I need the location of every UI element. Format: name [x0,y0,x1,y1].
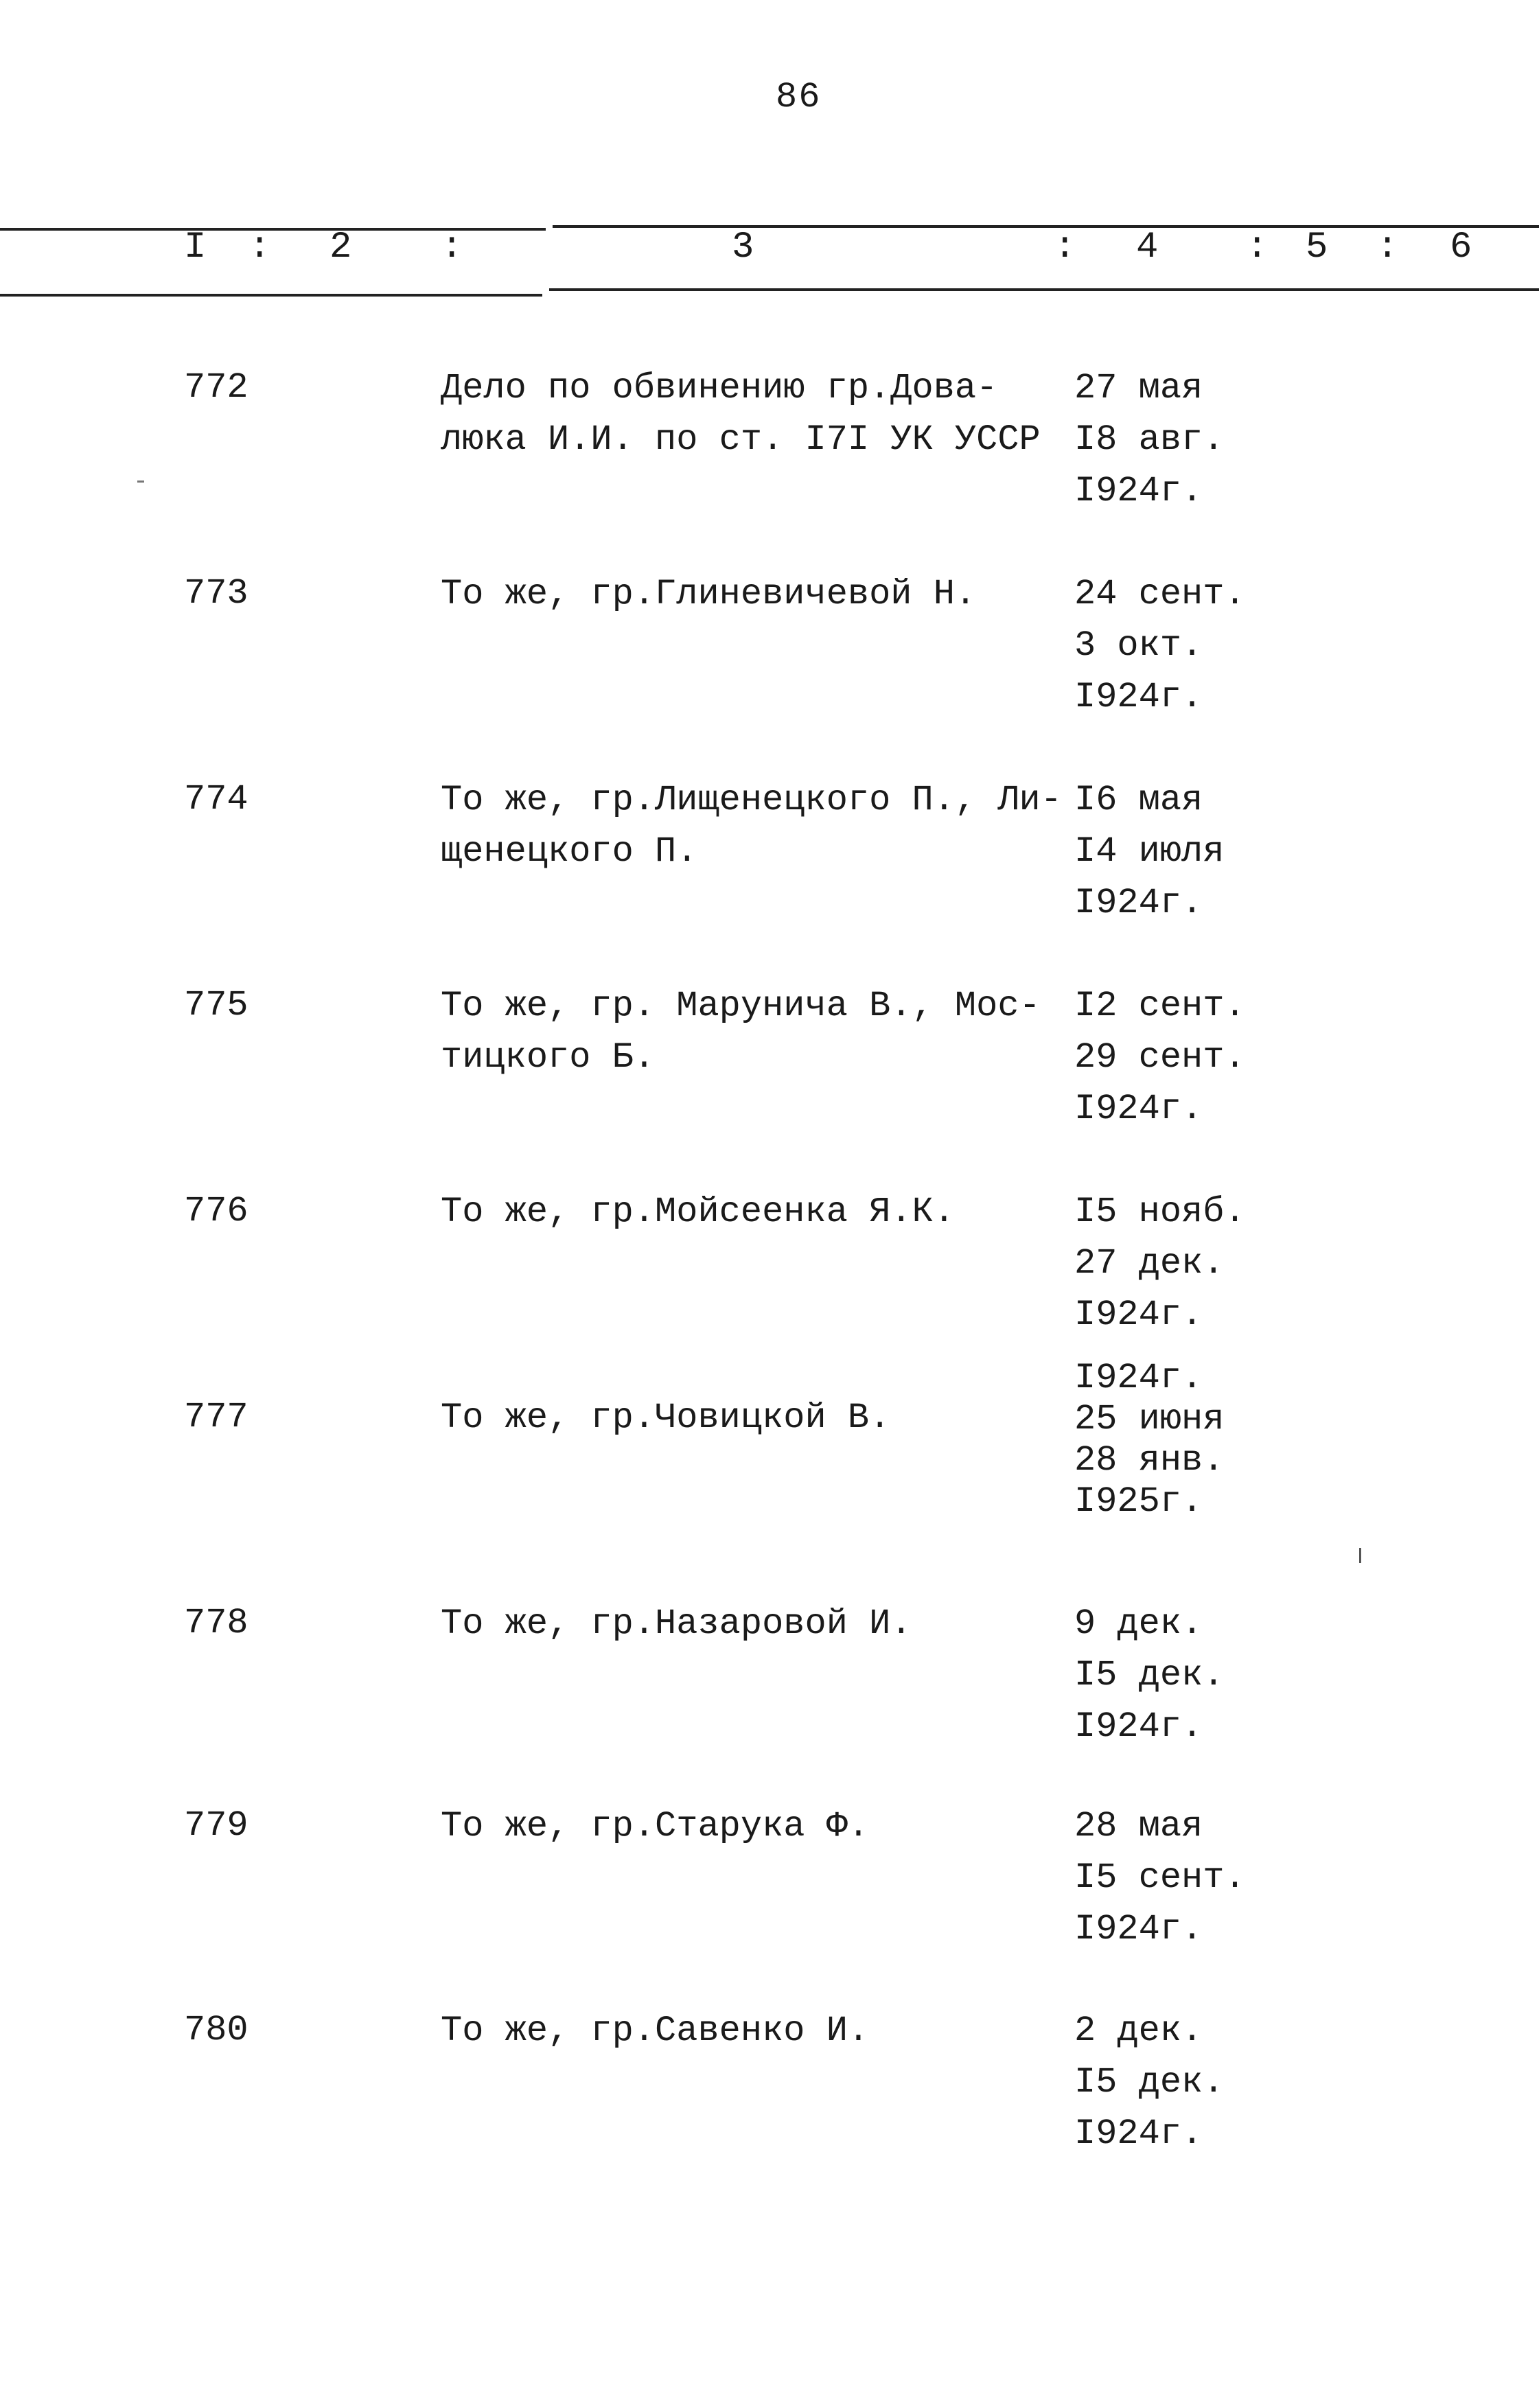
col-sep: : [1376,227,1399,268]
record-number: 777 [184,1397,248,1437]
header-rule-top-left [0,228,546,231]
scan-speck [1359,1548,1361,1563]
record-number: 773 [184,573,248,614]
record-title: То же, гр.Мойсеенка Я.К. [441,1192,955,1232]
record-title: То же, гр.Назаровой И. [441,1604,912,1644]
record-dates: 27 мая I8 авг. I924г. [1074,368,1225,511]
record-dates: I924г. 25 июня 28 янв. I925г. [1074,1358,1225,1522]
record-number: 774 [184,779,248,820]
col-head-6: 6 [1450,227,1472,268]
record-title: То же, гр. Марунича В., Мос- тицкого Б. [441,986,1041,1078]
record-title: То же, гр.Старука Ф. [441,1806,870,1846]
record-dates: I5 нояб. 27 дек. I924г. [1074,1192,1246,1335]
record-number: 775 [184,985,248,1026]
record-number: 776 [184,1191,248,1231]
record-number: 779 [184,1805,248,1846]
col-head-3: 3 [732,227,754,268]
record-number: 778 [184,1603,248,1643]
col-head-1: I [184,227,207,268]
record-dates: 9 дек. I5 дек. I924г. [1074,1604,1225,1747]
record-dates: 28 мая I5 сент. I924г. [1074,1806,1246,1949]
record-title: То же, гр.Глиневичевой Н. [441,574,977,614]
record-title: Дело по обвинению гр.Дова- люка И.И. по ст. I7I УК УССР [441,368,1041,460]
record-title: То же, гр.Лищенецкого П., Ли- щенецкого П. [441,780,1062,872]
record-number: 772 [184,367,248,408]
record-dates: I6 мая I4 июля I924г. [1074,780,1225,923]
col-sep: : [248,227,271,268]
col-sep: : [441,227,463,268]
header-rule-bottom-right [549,288,1539,291]
record-dates: 24 сент. 3 окт. I924г. [1074,574,1246,717]
record-dates: 2 дек. I5 дек. I924г. [1074,2011,1225,2154]
col-sep: : [1246,227,1269,268]
header-rule-bottom-left [0,294,542,297]
scan-speck [137,481,144,483]
record-number: 780 [184,2010,248,2050]
record-title: То же, гр.Човицкой В. [441,1398,891,1438]
page-number: 86 [776,77,822,117]
col-head-5: 5 [1306,227,1328,268]
col-sep: : [1054,227,1076,268]
col-head-4: 4 [1136,227,1159,268]
record-title: То же, гр.Савенко И. [441,2011,870,2051]
record-dates: I2 сент. 29 сент. I924г. [1074,986,1246,1129]
col-head-2: 2 [329,227,352,268]
